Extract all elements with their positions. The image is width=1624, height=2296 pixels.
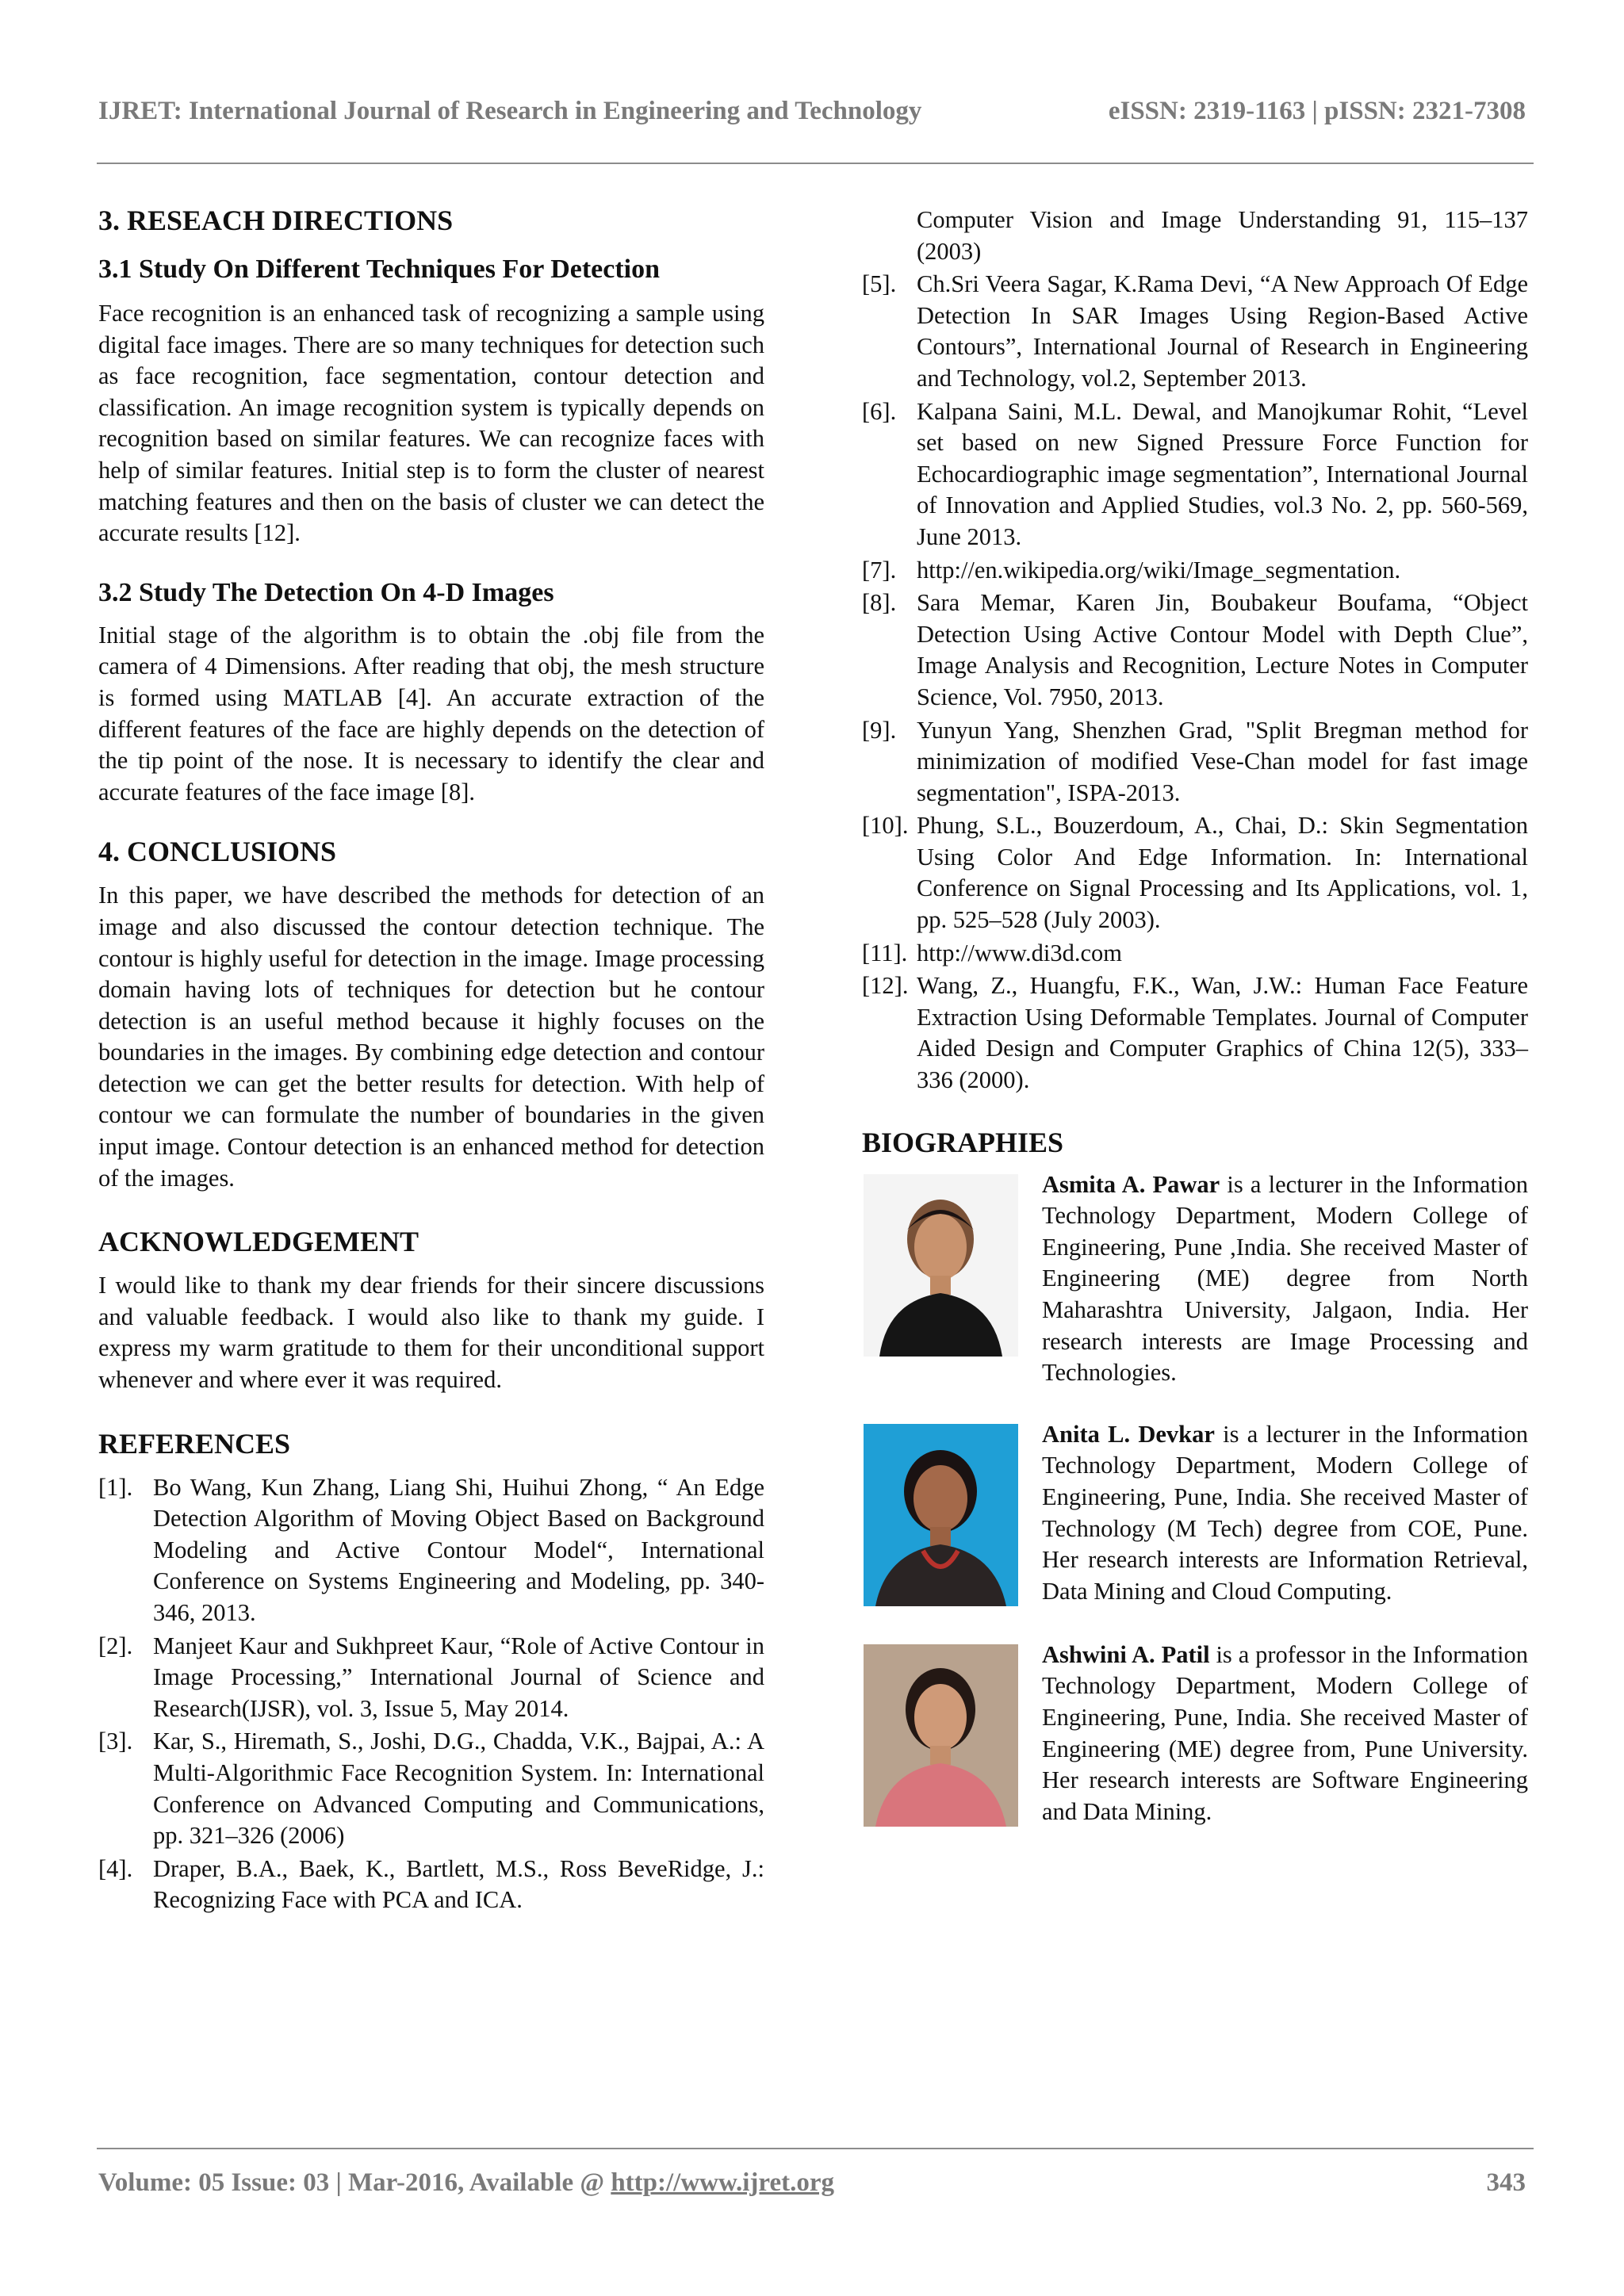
- author-photo: [864, 1174, 1018, 1357]
- reference-item: [862, 938, 1528, 970]
- biography-entry: [862, 1419, 1528, 1609]
- section-title-references: REFERENCES: [98, 1427, 291, 1460]
- reference-text: Kar, S., Hiremath, S., Joshi, D.G., Chadda, V.K., Bajpai, A.: A Multi-Algorithmic Face Recognition System. In: International Conference on Advanced Computing and Communications, pp. 321–326 (2006): [153, 1728, 764, 1850]
- author-description: is a lecturer in the Information Technology Department, Modern College of Engineering, Pune, India. She received Master of Technology (M Tech) degree from COE, Pune. Her research interests are Information Retrieval, Data Mining and Cloud Computing.: [1042, 1420, 1528, 1605]
- biography-entry: [862, 1640, 1528, 1830]
- reference-number: [8].: [862, 589, 897, 617]
- reference-number: [12].: [862, 972, 909, 1000]
- running-footer: [98, 2168, 1526, 2198]
- reference-text: http://en.wikipedia.org/wiki/Image_segmentation.: [917, 556, 1401, 584]
- volume-info: [98, 2168, 834, 2198]
- reference-item: [98, 1472, 764, 1629]
- author-description: is a lecturer in the Information Technology Department, Modern College of Engineering, Pune ,India. She received Master of Engineering (ME) degree from North Maharashtra University, Jalgaon, India. Her research interests are Image Processing and Technologies.: [1042, 1170, 1528, 1387]
- reference-text: http://www.di3d.com: [917, 939, 1122, 966]
- reference-item: [98, 1854, 764, 1916]
- running-header: [98, 97, 1526, 126]
- journal-link[interactable]: http://www.ijret.org: [611, 2168, 834, 2197]
- subsection-title-techniques: 3.1 Study On Different Techniques For Detection: [98, 254, 661, 284]
- reference-item: [862, 810, 1528, 936]
- footer-divider: [97, 2148, 1534, 2149]
- section-title-acknowledgement: ACKNOWLEDGEMENT: [98, 1226, 419, 1258]
- reference-list-continued: [862, 205, 1528, 1096]
- reference-number: [1].: [98, 1473, 133, 1501]
- reference-text: Ch.Sri Veera Sagar, K.Rama Devi, “A New Approach Of Edge Detection In SAR Images Using Region-Based Active Contours”, International Journal of Research in Engineering and Technology, vol.2, September 2013.: [917, 270, 1528, 392]
- reference-number: [9].: [862, 716, 897, 744]
- author-name: Asmita A. Pawar: [1042, 1170, 1220, 1198]
- journal-title: IJRET: International Journal of Research in Engineering and Technology: [98, 97, 922, 125]
- author-photo: [864, 1424, 1018, 1606]
- issn-text: eISSN: 2319-1163 | pISSN: 2321-7308: [1108, 97, 1526, 125]
- reference-text: Draper, B.A., Baek, K., Bartlett, M.S., Ross BeveRidge, J.: Recognizing Face with PCA and ICA.: [153, 1854, 764, 1914]
- reference-list: [98, 1472, 764, 1916]
- reference-item: [862, 396, 1528, 553]
- reference-item: [862, 555, 1528, 587]
- reference-text: Manjeet Kaur and Sukhpreet Kaur, “Role of Active Contour in Image Processing,” International Journal of Science and Research(IJSR), vol. 3, Issue 5, May 2014.: [153, 1632, 764, 1722]
- header-divider: [97, 163, 1534, 164]
- paragraph-conclusions: In this paper, we have described the methods for detection of an image and also discussed the contour detection technique. The contour is highly useful for detection in the image. Image processing domain having lots of techniques for detection but he contour detection is an useful method because it highly focuses on the boundaries in the images. By combining edge detection and contour detection we can get the better results for detection. With help of contour we can formulate the number of boundaries in the given input image. Contour detection is an enhanced method for detection of the images.: [98, 882, 764, 1192]
- paragraph-acknowledgement: I would like to thank my dear friends for their sincere discussions and valuable feedback. I would also like to thank my guide. I express my warm gratitude to them for their unconditional support whenever and where ever it was required.: [98, 1272, 764, 1394]
- reference-text-continued: Computer Vision and Image Understanding 91, 115–137 (2003): [917, 206, 1528, 265]
- section-title-research-directions: 3. RESEACH DIRECTIONS: [98, 205, 454, 236]
- biography-entry: [862, 1169, 1528, 1389]
- section-title-biographies: BIOGRAPHIES: [862, 1126, 1064, 1158]
- reference-item: [98, 1726, 764, 1851]
- author-name: Ashwini A. Patil: [1042, 1640, 1210, 1668]
- reference-number: [4].: [98, 1854, 133, 1882]
- reference-text: Kalpana Saini, M.L. Dewal, and Manojkumar Rohit, “Level set based on new Signed Pressure Force Function for Echocardiographic image segmentation”, International Journal of Innovation and Applied Studies, vol.3 No. 2, pp. 560-569, June 2013.: [917, 397, 1528, 550]
- paragraph-4d-images: Initial stage of the algorithm is to obtain the .obj file from the camera of 4 Dimensions. After reading that obj, the mesh structure is formed using MATLAB [4]. An accurate extraction of the different features of the face are highly depends on the detection of the tip point of the nose. It is necessary to identify the clear and accurate features of the face image [8].: [98, 621, 764, 806]
- volume-text: Volume: 05 Issue: 03 | Mar-2016, Available @: [98, 2168, 611, 2197]
- reference-number: [7].: [862, 556, 897, 584]
- reference-text: Wang, Z., Huangfu, F.K., Wan, J.W.: Human Face Feature Extraction Using Deformable Templates. Journal of Computer Aided Design and Computer Graphics of China 12(5), 333–336 (2000).: [917, 972, 1528, 1094]
- author-description: is a professor in the Information Technology Department, Modern College of Engineering, Pune, India. She received Master of Engineering (ME) degree from, Pune University. Her research interests are Software Engineering and Data Mining.: [1042, 1640, 1528, 1825]
- right-column: [862, 205, 1528, 1830]
- reference-text: Bo Wang, Kun Zhang, Liang Shi, Huihui Zhong, “ An Edge Detection Algorithm of Moving Object Based on Background Modeling and Active Contour Model“, International Conference on Systems Engineering and Modeling, pp. 340-346, 2013.: [153, 1473, 764, 1626]
- left-column: [98, 205, 764, 1918]
- reference-item: [862, 587, 1528, 713]
- subsection-title-4d-images: 3.2 Study The Detection On 4-D Images: [98, 577, 554, 607]
- reference-text: Phung, S.L., Bouzerdoum, A., Chai, D.: Skin Segmentation Using Color And Edge Information. In: International Conference on Signal Processing and Its Applications, vol. 1, pp. 525–528 (July 2003).: [917, 812, 1528, 934]
- reference-item: [98, 1631, 764, 1725]
- reference-number: [11].: [862, 939, 908, 966]
- reference-number: [5].: [862, 270, 897, 298]
- paragraph-techniques: Face recognition is an enhanced task of recognizing a sample using digital face images. There are so many techniques for detection such as face recognition, face segmentation, contour detection and classification. An image recognition system is typically depends on recognition based on similar features. We can recognize faces with help of similar features. Initial step is to form the cluster of nearest matching features and then on the basis of cluster we can detect the accurate results [12].: [98, 300, 764, 547]
- section-title-conclusions: 4. CONCLUSIONS: [98, 836, 337, 868]
- reference-item: [862, 970, 1528, 1096]
- reference-item: [862, 715, 1528, 809]
- reference-number: [10].: [862, 812, 909, 840]
- page-number: 343: [1486, 2168, 1526, 2197]
- reference-text: Sara Memar, Karen Jin, Boubakeur Boufama, “Object Detection Using Active Contour Model with Depth Clue”, Image Analysis and Recognition, Lecture Notes in Computer Science, Vol. 7950, 2013.: [917, 589, 1528, 710]
- reference-number: [2].: [98, 1632, 133, 1659]
- reference-item: [862, 269, 1528, 394]
- reference-number: [3].: [98, 1728, 133, 1755]
- author-photo: [864, 1644, 1018, 1827]
- reference-text: Yunyun Yang, Shenzhen Grad, "Split Bregman method for minimization of modified Vese-Chan model for fast image segmentation", ISPA-2013.: [917, 716, 1528, 806]
- author-name: Anita L. Devkar: [1042, 1420, 1215, 1448]
- reference-number: [6].: [862, 397, 897, 425]
